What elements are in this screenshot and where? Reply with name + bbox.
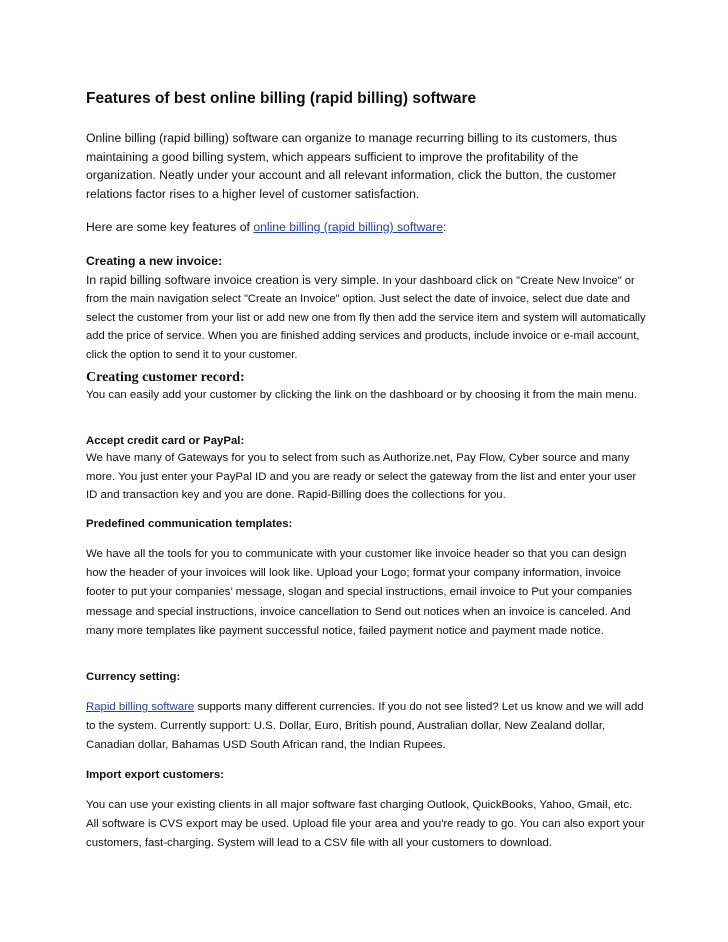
rapid-billing-link[interactable]: Rapid billing software bbox=[86, 701, 195, 713]
online-billing-link[interactable]: online billing (rapid billing) software bbox=[253, 220, 444, 234]
section-credit-card bbox=[86, 433, 646, 505]
features-suffix: : bbox=[443, 220, 447, 234]
section-templates-heading: Predefined communication templates: bbox=[86, 518, 293, 530]
currency-body-text: supports many different currencies. If you do not see listed? Let us know and we will add to the system. Currently support: U.S. Dollar, Euro, British pound, Australian dollar, New Zealand dollar, Canadian dollar, Bahamas USD South African rand, the Indian Rupees. bbox=[86, 701, 644, 752]
section-customer-record bbox=[86, 369, 646, 404]
section-templates-body: We have all the tools for you to communicate with your customer like invoice header so that you can design how the header of your invoices will look like. Upload your Logo; format your company information, invoice footer to put your companies’ message, slogan and special instructions, email invoice to Put your companies message and special instructions, invoice cancellation to Send out notices when an invoice is canceled. And many more templates like payment successful notice, failed payment notice and payment made notice. bbox=[86, 548, 632, 637]
section-heading: Accept credit card or PayPal: bbox=[86, 435, 245, 447]
section-creating-invoice bbox=[86, 252, 646, 364]
section-body: In your dashboard click on "Create New Invoice" or from the main navigation select "Create an Invoice" option. Just select the date of invoice, select due date and select the customer from your list or add new one from fly then add the service item and system will automatically add the price of service. When you are finished adding services and products, include invoice or e-mail account, click the option to send it to your customer. bbox=[86, 274, 646, 361]
page-title: Features of best online billing (rapid billing) software bbox=[86, 90, 477, 107]
features-prefix: Here are some key features of bbox=[86, 220, 254, 234]
section-heading: Creating customer record: bbox=[86, 370, 245, 385]
features-intro bbox=[86, 218, 646, 237]
section-import-body: You can use your existing clients in all major software fast charging Outlook, QuickBooks, Yahoo, Gmail, etc. All software is CVS export may be used. Upload file your area and you're ready to go. You can also export your customers, fast-charging. System will lead to a CSV file with all your customers to download. bbox=[86, 799, 645, 850]
intro-paragraph: Online billing (rapid billing) software can organize to manage recurring billing to its customers, thus maintaining a good billing system, which appears sufficient to improve the profitability of the organization. Neatly under your account and all relevant information, click the button, the customer relations factor rises to a higher level of customer satisfaction. bbox=[86, 131, 618, 201]
section-lead: In rapid billing software invoice creation is very simple. bbox=[86, 272, 380, 287]
section-currency-body bbox=[86, 698, 646, 756]
section-body: You can easily add your customer by clicking the link on the dashboard or by choosing it from the main menu. bbox=[86, 389, 638, 401]
section-body: We have many of Gateways for you to select from such as Authorize.net, Pay Flow, Cyber source and many more. You just enter your PayPal ID and you are ready or select the gateway from the list and enter your user ID and transaction key and you are done. Rapid-Billing does the collections for you. bbox=[86, 452, 637, 502]
section-import-heading: Import export customers: bbox=[86, 769, 224, 781]
section-currency-heading: Currency setting: bbox=[86, 671, 181, 683]
section-heading: Creating a new invoice: bbox=[86, 254, 223, 268]
